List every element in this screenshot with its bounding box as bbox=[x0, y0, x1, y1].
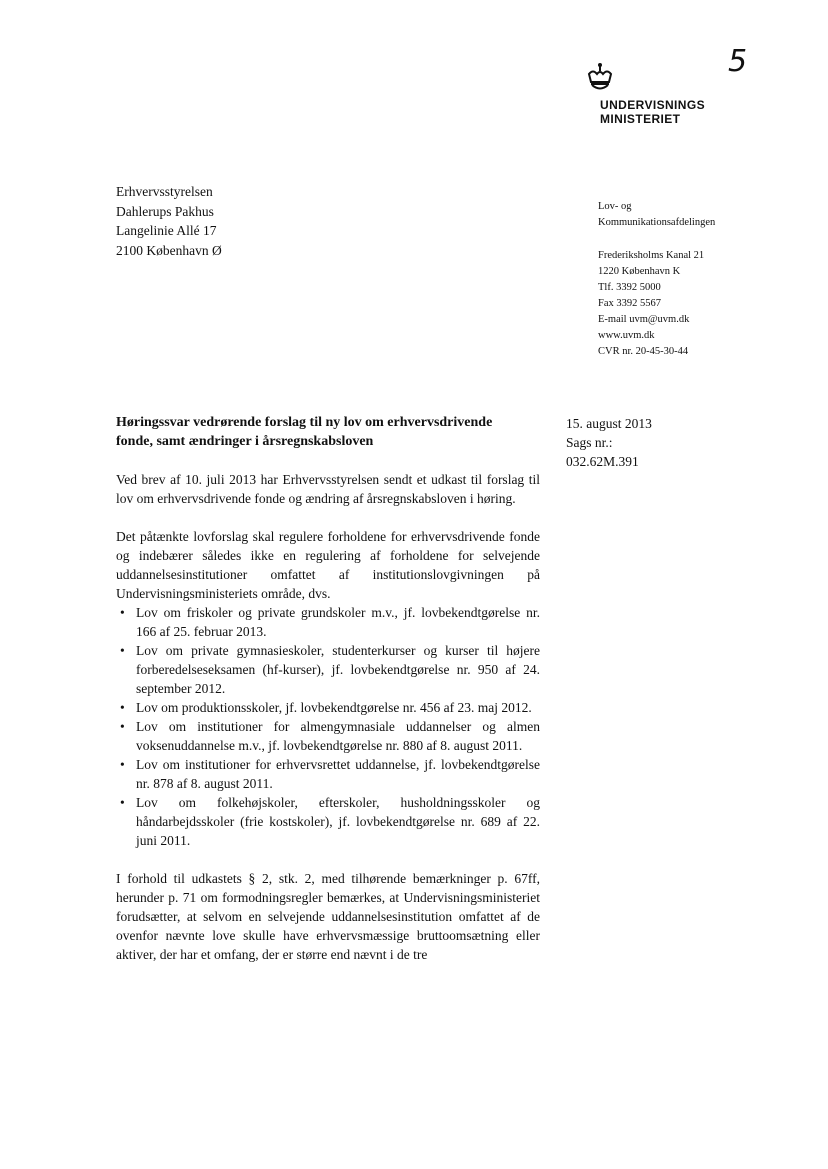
recipient-line3: Langelinie Allé 17 bbox=[116, 223, 217, 238]
case-number: 032.62M.391 bbox=[566, 454, 639, 469]
list-item bbox=[116, 698, 540, 717]
bullet-icon: • bbox=[120, 795, 125, 810]
list-item bbox=[116, 641, 540, 698]
recipient-line2: Dahlerups Pakhus bbox=[116, 203, 214, 219]
list-item bbox=[116, 755, 540, 793]
case-label: Sags nr.: bbox=[566, 435, 613, 450]
letter-date: 15. august 2013 bbox=[566, 416, 652, 431]
list-item-text: Lov om friskoler og private grundskoler m.v., jf. lovbekendtgørelse nr. 166 af 25. februar 2013. bbox=[136, 605, 540, 639]
list-item bbox=[116, 603, 540, 641]
list-item bbox=[116, 793, 540, 850]
list-item-text: Lov om produktionsskoler, jf. lovbekendtgørelse nr. 456 af 23. maj 2012. bbox=[136, 700, 532, 715]
ministry-line2: MINISTERIET bbox=[600, 112, 681, 126]
sender-phone: Tlf. 3392 5000 bbox=[598, 282, 661, 293]
list-item-text: Lov om private gymnasieskoler, studenterkurser og kurser til højere forberedelseseksamen (hf-kurser), jf. lovbekendtgørelse nr. 950 af 24. september 2012. bbox=[136, 643, 540, 696]
sender-web: www.uvm.dk bbox=[598, 330, 655, 341]
bullet-icon: • bbox=[120, 757, 125, 772]
bullet-icon: • bbox=[120, 605, 125, 620]
bullet-icon: • bbox=[120, 643, 125, 658]
sender-department bbox=[598, 199, 715, 231]
list-item-text: Lov om folkehøjskoler, efterskoler, husholdningsskoler og håndarbejdsskoler (frie kostskoler), jf. lovbekendtgørelse nr. 689 af 22. juni 2011. bbox=[136, 795, 540, 848]
law-list bbox=[116, 603, 540, 850]
bullet-icon: • bbox=[120, 719, 125, 734]
page-number: 5 bbox=[728, 44, 748, 79]
body-paragraph-2: Det påtænkte lovforslag skal regulere forholdene for erhvervsdrivende fonde og indebærer således ikke en regulering af forholdene for selvejende uddannelsesinstitutioner omfattet af institutionslovgivningen på Undervisningsministeriets område, dvs. bbox=[116, 529, 540, 601]
body-paragraph-1: Ved brev af 10. juli 2013 har Erhvervsstyrelsen sendt et udkast til forslag til lov om erhvervsdrivende fonde og ændring af årsregnskabsloven i høring. bbox=[116, 472, 540, 506]
list-item-text: Lov om institutioner for almengymnasiale uddannelser og almen voksenuddannelse m.v., jf. lovbekendtgørelse nr. 880 af 8. august 2011. bbox=[136, 719, 540, 753]
sender-contact bbox=[598, 248, 704, 360]
bullet-icon: • bbox=[120, 700, 125, 715]
letter-subject: Høringssvar vedrørende forslag til ny lov om erhvervsdrivende fonde, samt ændringer i årsregnskabsloven bbox=[116, 415, 493, 449]
crown-crest-icon bbox=[586, 62, 614, 92]
ministry-line1: UNDERVISNINGS bbox=[600, 98, 705, 112]
letter-meta bbox=[566, 414, 652, 471]
sender-city: 1220 København K bbox=[598, 266, 681, 277]
sender-cvr: CVR nr. 20-45-30-44 bbox=[598, 346, 689, 357]
dept-line1: Lov- og bbox=[598, 201, 632, 212]
body-paragraph-3: I forhold til udkastets § 2, stk. 2, med tilhørende bemærkninger p. 67ff, herunder p. 71 om formodningsregler bemærkes, at Undervisningsministeriet forudsætter, at selvom en selvejende uddannelsesinstitution omfattet af de ovenfor nævnte love skulle have erhvervsmæssige bruttoomsætning eller aktiver, der har et omfang, der er større end nævnt i de tre bbox=[116, 871, 540, 962]
list-item-text: Lov om institutioner for erhvervsrettet uddannelse, jf. lovbekendtgørelse nr. 878 af 8. august 2011. bbox=[136, 757, 540, 791]
sender-email: E-mail uvm@uvm.dk bbox=[598, 314, 690, 325]
sender-address: Frederiksholms Kanal 21 bbox=[598, 250, 705, 261]
recipient-line1: Erhvervsstyrelsen bbox=[116, 184, 213, 199]
letter-body bbox=[116, 470, 540, 983]
recipient-line4: 2100 København Ø bbox=[116, 242, 222, 258]
sender-fax: Fax 3392 5567 bbox=[598, 298, 661, 309]
list-item bbox=[116, 717, 540, 755]
ministry-logo-text bbox=[600, 98, 705, 126]
dept-line2: Kommunikationsafdelingen bbox=[598, 217, 716, 228]
recipient-address bbox=[116, 182, 222, 260]
